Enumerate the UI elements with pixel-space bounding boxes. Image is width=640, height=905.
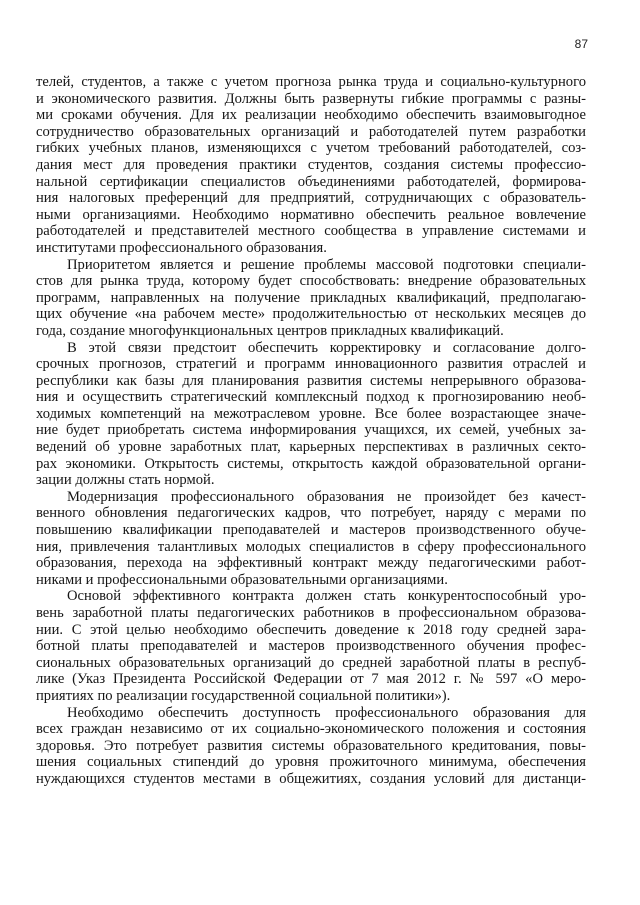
text-line: ния и осуществить стратегический комплексный подход к прогнозированию необ- [36, 389, 586, 406]
text-line: В этой связи предстоит обеспечить корректировку и согласование долго- [67, 339, 586, 356]
text-line: нуждающихся студентов местами в общежитиях, создания условий для дистанци- [36, 770, 586, 787]
text-line: ние будет приобретать система информирования учащихся, их семей, учебных за- [36, 422, 586, 439]
text-line: срочных прогнозов, стратегий и программ инновационного развития отраслей и [36, 356, 586, 373]
page-number: 87 [574, 37, 588, 51]
text-line: Модернизация профессионального образования не произойдет без качест- [67, 488, 586, 505]
text-line: нальной сертификации специалистов объединениями работодателей, формирова- [36, 173, 586, 190]
text-line: сиональных образовательных организаций до средней заработной платы в респуб- [36, 654, 586, 671]
text-line: ходимых компетенций на межотраслевом уровне. Все более возрастающее значе- [36, 405, 586, 422]
text-line: республики как базы для планирования развития системы непрерывного образова- [36, 372, 586, 389]
text-line: дания мест для проведения практики студентов, создания системы профессио- [36, 156, 586, 173]
text-line: здоровья. Это потребует развития системы образовательного кредитования, повы- [36, 737, 586, 754]
text-line: ния, привлечения талантливых молодых специалистов в сферу профессионального [36, 538, 586, 555]
paragraph [36, 257, 586, 340]
paragraph [36, 489, 586, 589]
text-line: сотрудничество образовательных организаций и работодателей путем разработки [36, 123, 586, 140]
text-line: гибких учебных планов, изменяющихся с учетом требований работодателей, соз- [36, 140, 586, 157]
text-line: приятиях по реализации государственной социальной политики»). [36, 687, 451, 704]
text-line: программ, направленных на получение прикладных квалификаций, предполагаю- [36, 289, 586, 306]
text-line: щих обучение «на рабочем месте» продолжительностью от нескольких месяцев до [36, 306, 586, 323]
text-line: вень заработной платы педагогических работников в профессиональном образова- [36, 605, 586, 621]
text-line: ми сроками обучения. Для их реализации необходимо обеспечить взаимовыгодное [36, 107, 586, 124]
text-line: повышению квалификации преподавателей и мастеров производственного обуче- [36, 522, 586, 539]
text-line: Основой эффективного контракта должен стать конкурентоспособный уро- [67, 588, 586, 605]
text-line: шения социальных стипендий до уровня прожиточного минимума, обеспечения [36, 754, 586, 771]
text-line: и экономического развития. Должны быть развернуты гибкие программы с разны- [36, 90, 586, 107]
text-line: зации должны стать нормой. [36, 472, 215, 489]
text-line: рах экономики. Открытость системы, открытость каждой образовательной органи- [36, 455, 586, 472]
paragraph [36, 588, 586, 704]
paragraph [36, 74, 586, 257]
text-line: Приоритетом является и решение проблемы массовой подготовки специали- [67, 256, 586, 273]
text-line: ными организациями. Необходимо нормативно обеспечить реальное вовлечение [36, 206, 586, 223]
text-line: образования, перехода на эффективный контракт между педагогическими работ- [36, 555, 586, 572]
text-line: венного обновления педагогических кадров, что потребует, наряду с мерами по [36, 505, 586, 522]
text-line: телей, студентов, а также с учетом прогноза рынка труда и социально-культурного [36, 74, 586, 90]
text-line: года, создание многофункциональных центров прикладных квалификаций. [36, 322, 504, 339]
paragraph [36, 340, 586, 489]
text-body [36, 74, 586, 788]
text-line: лике (Указ Президента Российской Федерации от 7 мая 2012 г. № 597 «О меро- [36, 671, 586, 688]
text-line: ведений об уровне заработных плат, карьерных перспективах в различных секто- [36, 439, 586, 456]
text-line: нии. С этой целью необходимо обеспечить доведение к 2018 году средней зара- [36, 621, 586, 638]
text-line: Необходимо обеспечить доступность профессионального образования для [67, 704, 586, 721]
text-line: институтами профессионального образования. [36, 239, 327, 256]
text-line: ния налоговых преференций для предприятий, сотрудничающих с образователь- [36, 190, 586, 207]
text-line: ботной платы преподавателей и мастеров производственного обучения профес- [36, 638, 586, 655]
paragraph [36, 705, 586, 788]
text-line: работодателей и представителей местного сообщества в управление системами и [36, 223, 586, 240]
text-line: стов для рынка труда, которому будет способствовать: внедрение образовательных [36, 273, 586, 290]
text-line: всех граждан независимо от их социально-экономического положения и состояния [36, 721, 586, 738]
text-line: никами и профессиональными образовательными организациями. [36, 571, 448, 588]
